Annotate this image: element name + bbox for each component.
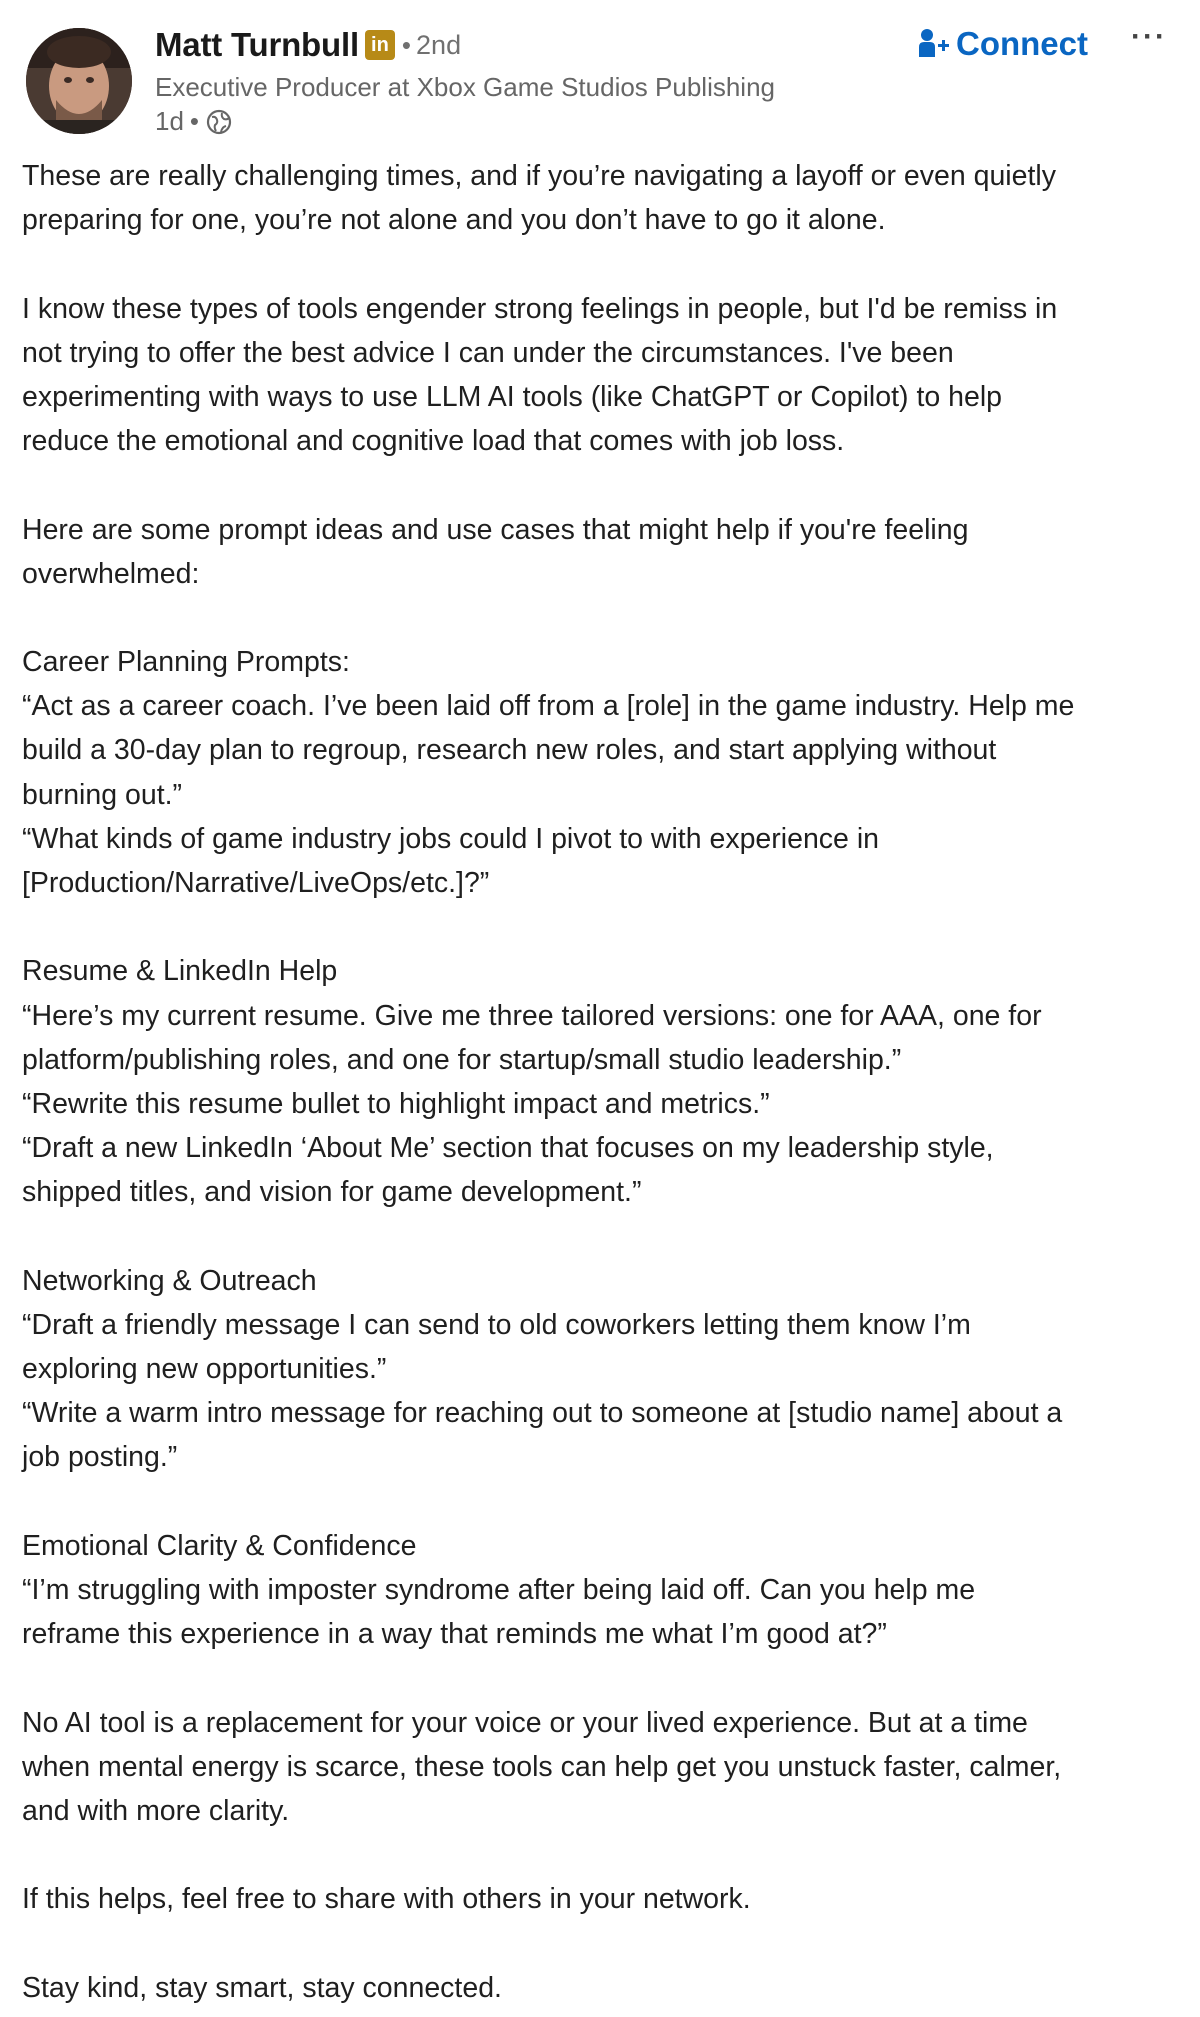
- section-heading-networking: Networking & Outreach: [22, 1264, 317, 1297]
- avatar-photo: [26, 28, 132, 134]
- post-text-line: “Rewrite this resume bullet to highlight impact and metrics.”: [22, 1087, 770, 1120]
- author-name-row: [155, 26, 461, 64]
- author-headline: Executive Producer at Xbox Game Studios Publishing: [155, 72, 776, 102]
- post-text-line: and with more clarity.: [22, 1794, 290, 1827]
- post-text-line: I know these types of tools engender strong feelings in people, but I'd be remiss in: [22, 292, 1058, 325]
- post-text-line: “Here’s my current resume. Give me three tailored versions: one for AAA, one for: [22, 999, 1042, 1032]
- post-text-line: Here are some prompt ideas and use cases that might help if you're feeling: [22, 513, 969, 546]
- post-text-line: exploring new opportunities.”: [22, 1353, 387, 1386]
- post-text-line: shipped titles, and vision for game development.”: [22, 1176, 642, 1209]
- post-text-line: not trying to offer the best advice I can under the circumstances. I've been: [22, 336, 954, 369]
- post-text-line: experimenting with ways to use LLM AI tools (like ChatGPT or Copilot) to help: [22, 380, 1003, 413]
- post-meta: [155, 106, 233, 137]
- paragraph-gap: [22, 1922, 1182, 1966]
- paragraph-gap: [22, 1833, 1182, 1877]
- avatar[interactable]: [26, 28, 132, 134]
- connection-degree: 2nd: [416, 29, 462, 60]
- post-text-line: “Draft a new LinkedIn ‘About Me’ section that focuses on my leadership style,: [22, 1132, 994, 1165]
- post-text-line: “What kinds of game industry jobs could I pivot to with experience in: [22, 822, 880, 855]
- post-text-line: overwhelmed:: [22, 557, 200, 590]
- connect-label: Connect: [956, 25, 1088, 62]
- post-text-line: job posting.”: [22, 1441, 178, 1474]
- post-text-line: No AI tool is a replacement for your voice or your lived experience. But at a time: [22, 1706, 1028, 1739]
- post-header: [0, 0, 1200, 150]
- post-text-line: preparing for one, you’re not alone and you don’t have to go it alone.: [22, 204, 886, 237]
- post-text-line: build a 30-day plan to regroup, research new roles, and start applying without: [22, 734, 997, 767]
- post-text-line: These are really challenging times, and if you’re navigating a layoff or even quietly: [22, 160, 1056, 192]
- post-text-line: platform/publishing roles, and one for startup/small studio leadership.”: [22, 1043, 902, 1076]
- section-heading-emotional: Emotional Clarity & Confidence: [22, 1529, 417, 1562]
- post-text-line: burning out.”: [22, 778, 183, 811]
- post-text-line: If this helps, feel free to share with others in your network.: [22, 1883, 751, 1916]
- post-time[interactable]: 1d: [155, 106, 184, 136]
- post-text-line: “Act as a career coach. I’ve been laid off from a [role] in the game industry. Help me: [22, 690, 1075, 723]
- paragraph-gap: [22, 1656, 1182, 1700]
- post-text-line: [Production/Narrative/LiveOps/etc.]?”: [22, 867, 490, 899]
- section-heading-career: Career Planning Prompts:: [22, 646, 350, 679]
- linkedin-premium-icon: in: [365, 30, 395, 60]
- section-heading-resume: Resume & LinkedIn Help: [22, 955, 338, 988]
- connect-button[interactable]: [916, 20, 1088, 68]
- paragraph-gap: [22, 905, 1182, 949]
- separator-dot: •: [189, 106, 200, 136]
- post-text-line: reduce the emotional and cognitive load that comes with job loss.: [22, 425, 845, 458]
- add-person-icon: [916, 27, 950, 61]
- paragraph-gap: [22, 1215, 1182, 1259]
- more-options-button[interactable]: ···: [1131, 20, 1167, 53]
- globe-icon: [205, 108, 233, 136]
- post-text-line: “Draft a friendly message I can send to old coworkers letting them know I’m: [22, 1308, 971, 1341]
- post-signoff: Stay kind, stay smart, stay connected.: [22, 1971, 502, 2004]
- paragraph-gap: [22, 242, 1182, 286]
- post-text-line: when mental energy is scarce, these tools can help get you unstuck faster, calmer,: [22, 1750, 1062, 1783]
- post-text-line: reframe this experience in a way that reminds me what I’m good at?”: [22, 1618, 887, 1651]
- post-text-line: “I’m struggling with imposter syndrome after being laid off. Can you help me: [22, 1574, 976, 1606]
- paragraph-gap: [22, 463, 1182, 507]
- post-text-line: “Write a warm intro message for reaching out to someone at [studio name] about a: [22, 1397, 1063, 1430]
- author-name[interactable]: Matt Turnbull: [155, 26, 359, 63]
- post-body: [22, 154, 1182, 2010]
- separator-dot: •: [401, 29, 412, 60]
- paragraph-gap: [22, 1480, 1182, 1524]
- paragraph-gap: [22, 596, 1182, 640]
